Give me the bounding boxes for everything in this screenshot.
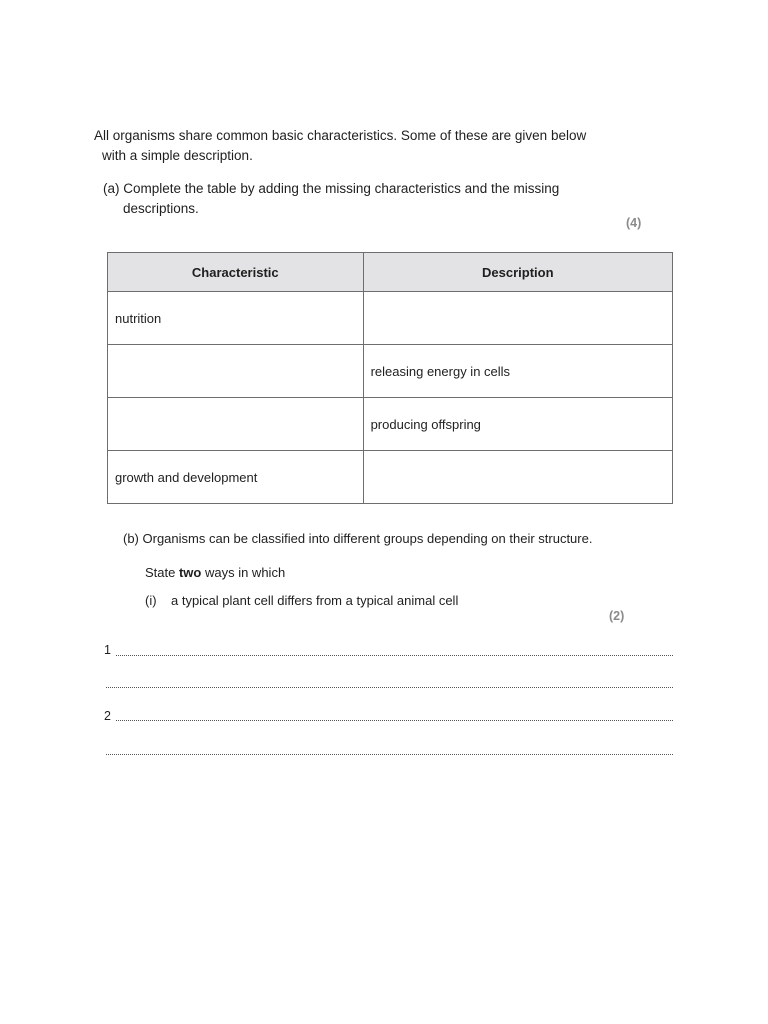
answer-line-1b[interactable] bbox=[106, 687, 673, 688]
cell-characteristic-blank[interactable] bbox=[108, 398, 364, 451]
cell-description-blank[interactable] bbox=[363, 292, 672, 345]
cell-description-blank[interactable] bbox=[363, 451, 672, 504]
cell-description: releasing energy in cells bbox=[363, 345, 672, 398]
answer-number-2: 2 bbox=[104, 709, 111, 723]
table-row bbox=[108, 451, 673, 504]
question-b: (b) Organisms can be classified into different groups depending on their structure. bbox=[123, 531, 593, 546]
question-a-line-1: (a) Complete the table by adding the missing characteristics and the missing bbox=[103, 181, 560, 196]
intro-line-2: with a simple description. bbox=[102, 148, 253, 163]
sub-question-text: a typical plant cell differs from a typical animal cell bbox=[171, 593, 459, 608]
cell-description: producing offspring bbox=[363, 398, 672, 451]
intro-line-1: All organisms share common basic characteristics. Some of these are given below bbox=[94, 128, 587, 143]
answer-line-1a[interactable] bbox=[116, 655, 673, 656]
answer-number-1: 1 bbox=[104, 643, 111, 657]
sub-question-number: (i) bbox=[145, 593, 157, 608]
answer-line-2b[interactable] bbox=[106, 754, 673, 755]
state-bold: two bbox=[178, 565, 202, 580]
table-row bbox=[108, 292, 673, 345]
header-characteristic: Characteristic bbox=[108, 253, 364, 292]
question-a bbox=[103, 179, 623, 219]
table-row bbox=[108, 345, 673, 398]
cell-characteristic-blank[interactable] bbox=[108, 345, 364, 398]
header-description: Description bbox=[363, 253, 672, 292]
table-row bbox=[108, 398, 673, 451]
intro-text bbox=[94, 126, 654, 166]
sub-question-i bbox=[145, 593, 458, 608]
question-a-line-2: descriptions. bbox=[123, 201, 199, 216]
characteristics-table bbox=[107, 252, 673, 504]
marks-b: (2) bbox=[609, 609, 625, 623]
state-post: ways in which bbox=[201, 565, 286, 580]
marks-a: (4) bbox=[626, 216, 642, 230]
table-header-row bbox=[108, 253, 673, 292]
state-pre: State bbox=[145, 565, 179, 580]
cell-characteristic: growth and development bbox=[108, 451, 364, 504]
state-instruction bbox=[145, 565, 285, 580]
answer-line-2a[interactable] bbox=[116, 720, 673, 721]
cell-characteristic: nutrition bbox=[108, 292, 364, 345]
